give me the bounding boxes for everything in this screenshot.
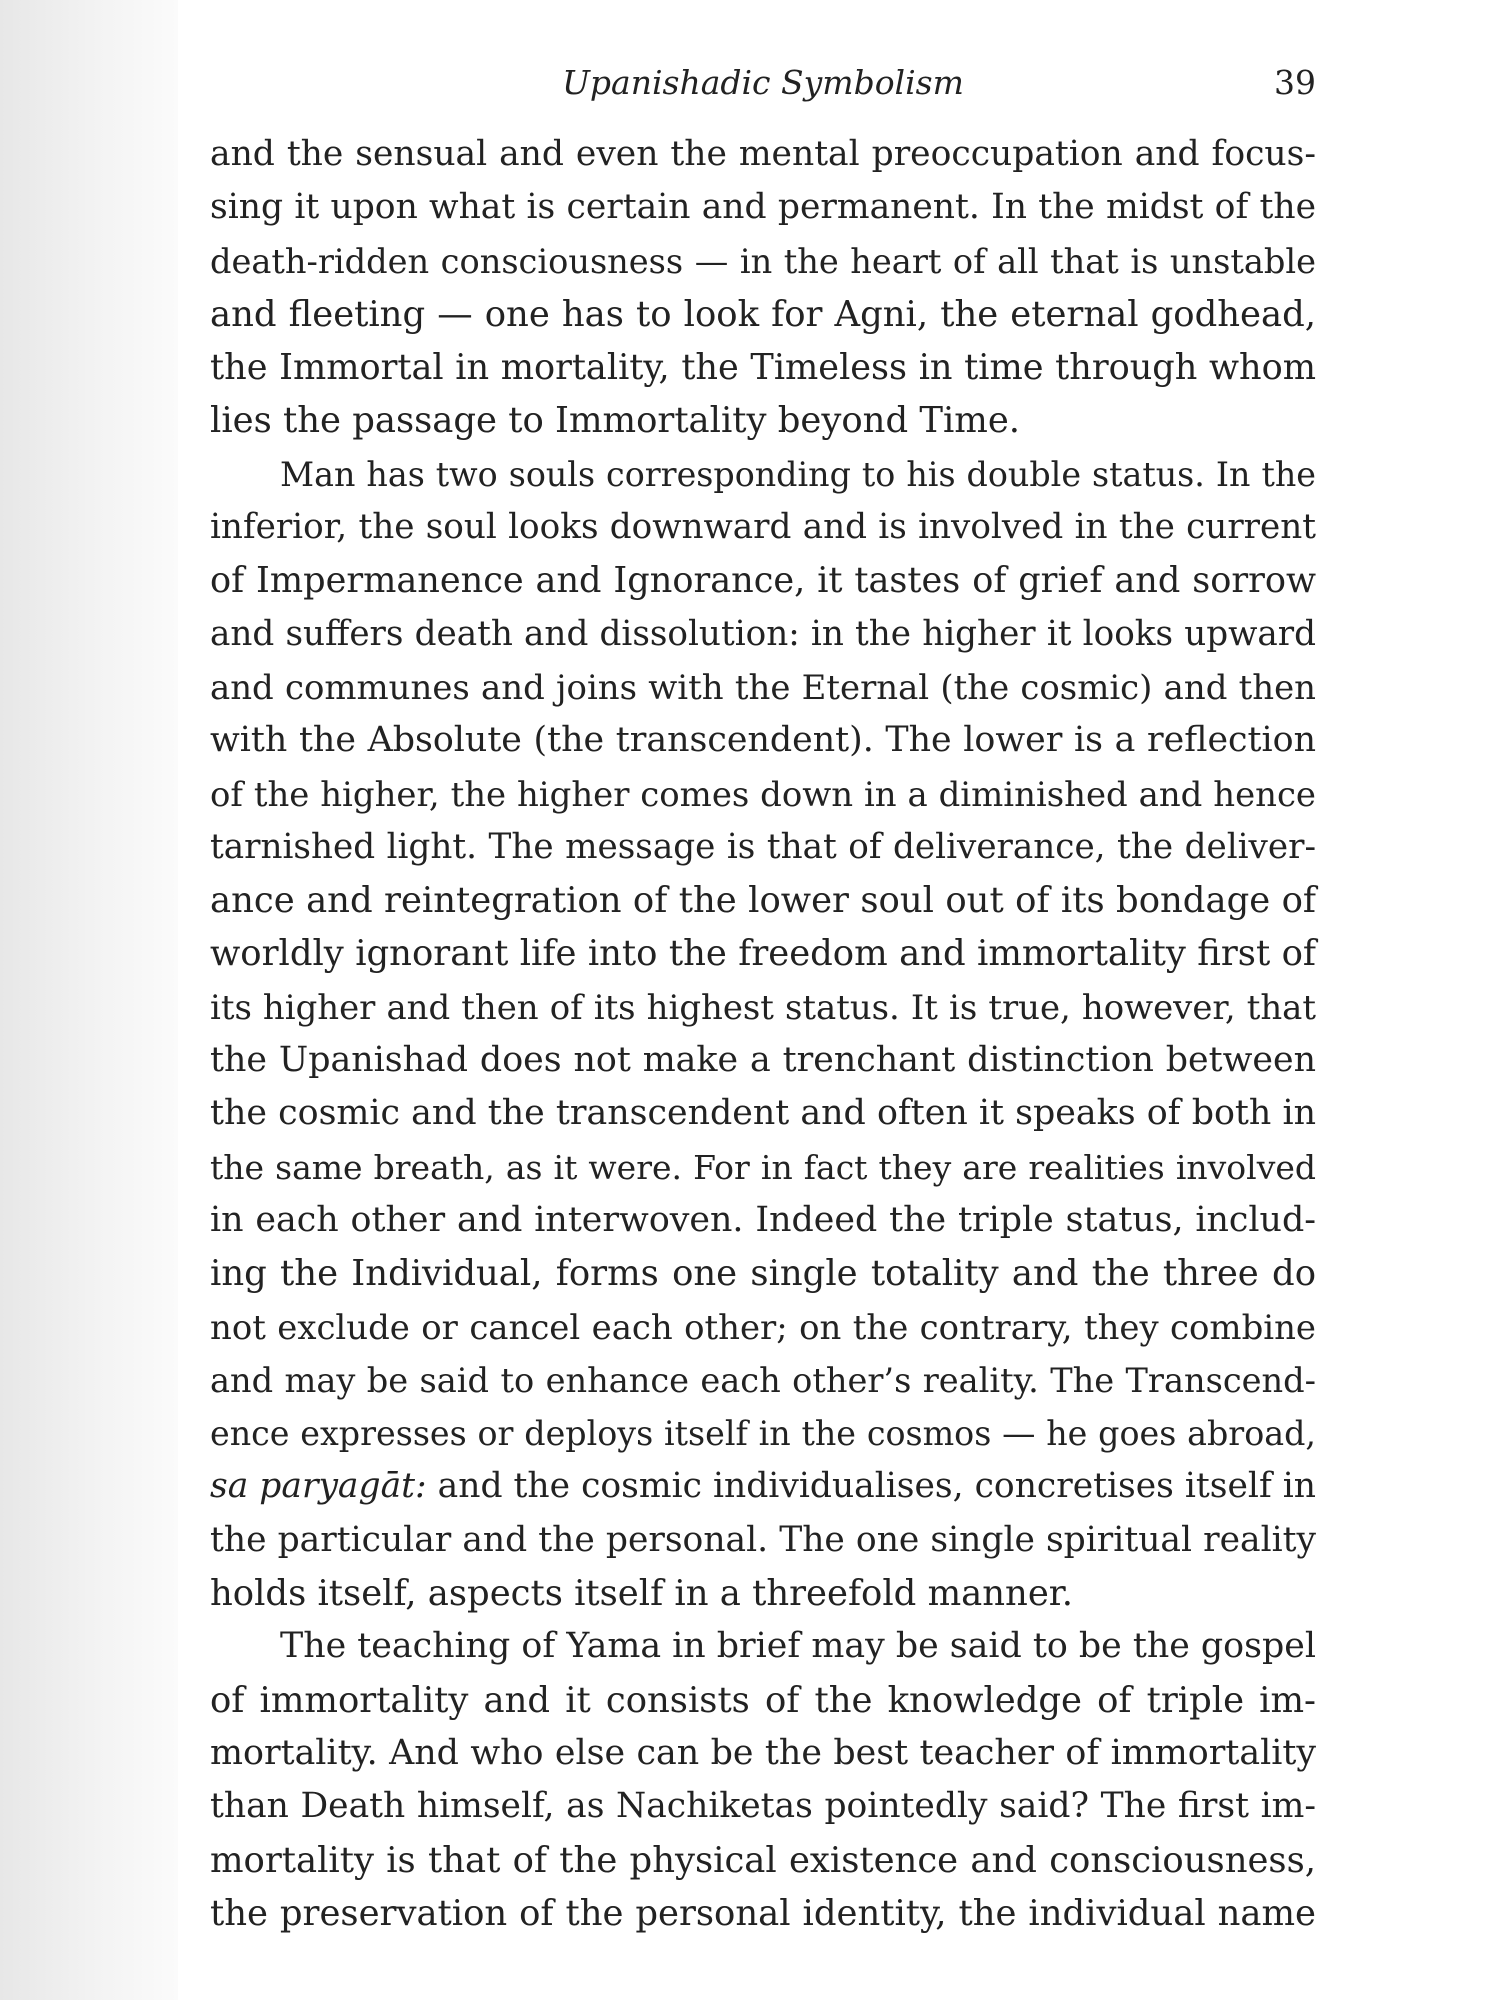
text-line: in each other and interwoven. Indeed the triple status, includ- [210,1199,1316,1240]
text-line: with the Absolute (the transcendent). The lower is a reflection [210,720,1316,761]
text-line: and may be said to enhance each other’s reality. The Transcend- [210,1360,1316,1400]
page-gutter-shadow [0,0,178,2000]
text-line: worldly ignorant life into the freedom and immortality first of [210,933,1316,975]
paragraph [210,1620,1316,1940]
running-header [210,56,1316,110]
text-line: ence expresses or deploys itself in the cosmos — he goes abroad, [210,1414,1316,1454]
text-line: tarnished light. The message is that of deliverance, the deliver- [210,826,1316,867]
text-line: of Impermanence and Ignorance, it tastes of grief and sorrow [210,560,1316,602]
text-line: of the higher, the higher comes down in a diminished and hence [210,774,1316,814]
text-line: ing the Individual, forms one single totality and the three do [210,1253,1316,1295]
text-line: its higher and then of its highest status. It is true, however, that [210,987,1316,1027]
page-number: 39 [1274,63,1316,102]
italic-phrase: sa paryagāt: [210,1466,427,1507]
text-line: ance and reintegration of the lower soul out of its bondage of [210,880,1316,922]
text-line: and the sensual and even the mental preoccupation and focus- [210,134,1316,174]
text-line: sing it upon what is certain and permanent. In the midst of the [210,187,1316,228]
text-line: of immortality and it consists of the knowledge of triple im- [210,1679,1316,1721]
running-title: Upanishadic Symbolism [562,63,964,102]
text-line: than Death himself, as Nachiketas pointedly said? The first im- [210,1786,1316,1827]
book-page [210,56,1316,1956]
text-line: the preservation of the personal identity, the individual name [210,1892,1316,1934]
text-line: mortality is that of the physical existence and consciousness, [210,1839,1316,1881]
text-line: and communes and joins with the Eternal (the cosmic) and then [210,667,1316,707]
text-line: and suffers death and dissolution: in the higher it looks upward [210,613,1316,654]
text-line: not exclude or cancel each other; on the contrary, they combine [210,1307,1316,1347]
body-text [210,128,1316,1940]
text-line: holds itself, aspects itself in a threefold manner. [210,1573,1074,1615]
text-line: the Upanishad does not make a trenchant distinction between [210,1040,1316,1081]
text-line [210,1460,1316,1513]
paragraph [210,448,1316,1621]
text-line: inferior, the soul looks downward and is involved in the current [210,507,1316,548]
text-line: mortality. And who else can be the best teacher of immortality [210,1732,1316,1773]
text-line: Man has two souls corresponding to his double status. In the [280,454,1316,494]
text-line: the particular and the personal. The one single spiritual reality [210,1519,1316,1560]
text-line: The teaching of Yama in brief may be said to be the gospel [280,1626,1316,1667]
text-line: and fleeting — one has to look for Agni, the eternal godhead, [210,293,1316,335]
paragraph [210,128,1316,448]
text-line: the same breath, as it were. For in fact they are realities involved [210,1147,1316,1187]
text-line: death-ridden consciousness — in the heart of all that is unstable [210,241,1316,281]
text-line: the Immortal in mortality, the Timeless in time through whom [210,347,1316,389]
text-line: the cosmic and the transcendent and often it speaks of both in [210,1093,1316,1134]
text-line: lies the passage to Immortality beyond Time. [210,400,1021,442]
line-rest: and the cosmic individualises, concretises itself in [426,1466,1316,1507]
